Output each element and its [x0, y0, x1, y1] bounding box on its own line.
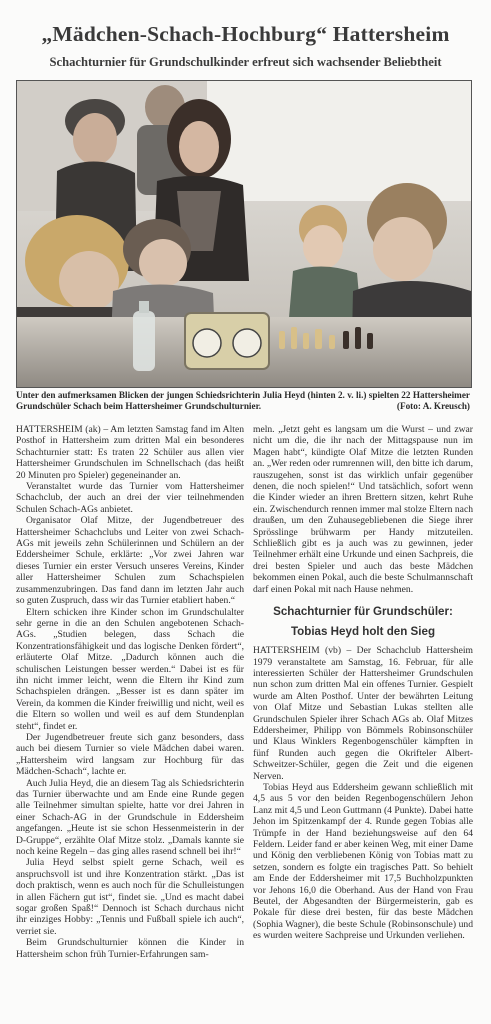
article-column-right — [253, 424, 473, 942]
article-paragraph: Auch Julia Heyd, die an diesem Tag als Schiedsrichterin das Turnier überwachte und am Ende eine Runde gegen alle Teilnehmer simultan spielte, hatte vor drei Jahren in einer Schach-AG in der Grundschule in Eddersheim angefangen. „Heute ist sie schon Hessenmeisterin in der D-Gruppe“, erzählte Olaf Mitze stolz. „Damals kannte sie noch keine Regeln – das ging alles rasend schnell bei ihr!“ — [16, 777, 244, 858]
article-paragraph: Der Jugendbetreuer freute sich ganz besonders, dass auch bei diesem Turnier so viele Mädchen dabei waren. „Hattersheim wird langsam zur Hochburg für das Mädchen-Schach“, lachte er. — [16, 731, 244, 778]
article-photo — [16, 80, 472, 388]
article-paragraph: Veranstaltet wurde das Turnier vom Hattersheimer Schachclub, der auch an drei der vier teilnehmenden Schulen Schach-AGs anbietet. — [16, 481, 244, 515]
article-paragraph: Julia Heyd selbst spielt gerne Schach, weil es anspruchsvoll ist und ihre Konzentration stärkt. „Das ist doch praktisch, wenn es auch noch für die Schulleistungen in allen Fächern gut ist“, findet sie. „Und es macht dabei sogar großen Spaß!“ Dennoch ist Schach durchaus nicht ihr einziges Hobby: „Tennis und Fußball spiele ich auch“, verriet sie. — [16, 857, 244, 937]
article-paragraph: meln. „Jetzt geht es langsam um die Wurst – und zwar nicht um die, die ihr nach der Mittagspause nun im Magen habt“, kündigte Olaf Mitze die letzten Runden an. „Wer reden oder rumrennen will, den bitte ich darum, rauszugehen, sonst ist das wirklich unfair gegenüber denen, die noch spielen!“ Und tatsächlich, sofort wenn die Kinder wieder an ihren Brettern sitzen, kehrt Ruhe ein. Zwischendurch rennen immer mal stolze Eltern nach draußen, um den Zuhausegebliebenen die Siege ihrer Sprösslinge brühwarm per Handy mitzuteilen. Schließlich gibt es ja auch was zu gewinnen, jeder Teilnehmer erhält eine Urkunde und einen Sachpreis, die drei besten Spieler und auch das beste Mädchen bekommen einen Pokal, auch die beste Schulmannschaft darf einen Pokal mit nach Hause nehmen. — [253, 424, 473, 595]
report-paragraph: HATTERSHEIM (vb) – Der Schachclub Hattersheim 1979 veranstaltete am Samstag, 16. Februar, für alle interessierten Schüler der Hattersheimer Grundschulen nun schon zum dritten Mal ein offenes Turnier. Gespielt wurde am Alten Posthof. Unter der bewährten Leitung von Olaf Mitze und Sebastian Lukas stellten alle Grundschulen Spieler ihrer Schach AGs ab. Olaf Mitzes Eddersheimer, Philipp von Bömmels Robinsonschüler und Klaus Winklers Regenbogenschüler kämpften in fünf Runden auch gegen die Okrifteler Albert-Schweitzer-Schüler, gegen die Zeit und die eigenen Nerven. — [253, 645, 473, 782]
photo-children-playing-chess — [17, 81, 471, 387]
article-paragraph: Beim Grundschulturnier können die Kinder in Hattersheim schon früh Turnier-Erfahrungen sam- — [16, 937, 244, 960]
photo-caption — [16, 390, 470, 412]
article-column-left — [16, 424, 244, 960]
sidebar-subtitle: Tobias Heyd holt den Sieg — [290, 625, 436, 639]
article-paragraph: Organisator Olaf Mitze, der Jugendbetreuer des Hattersheimer Schachclubs und Leiter von zwei Schach-AGs mit jeweils zehn Schülerinnen und Schülern an der Eddersheimer Schule, erklärte: „Vor zwei Jahren war dieses Turnier ein erster Versuch unseres Vereins, Kinder aller Hattersheimer Schulen zum Schachspielen zusammenzubringen. Das fand dann im letzten Jahr auch so guten Zuspruch, dass wir das Turnier etabliert haben.“ — [16, 515, 244, 607]
report-paragraph: Tobias Heyd aus Eddersheim gewann schließlich mit 4,5 aus 5 vor den beiden Regenbogenschülern Jehon Lanz mit 4,5 und Leon Guttmann (4 Punkte). Dabei hatte Jehon im Spitzenkampf der 4. Runde gegen Tobias alle Trümpfe in der Hand beziehungsweise auf den 64 Feldern. Leider fand er aber keinen Weg, mit einer Dame und König den verbliebenen König von Tobias matt zu setzen, sondern es folgte ein tragisches Patt. So behielt am Ende der Eddersheimer mit 17,5 Buchholzpunkten vor Jehons 16,0 die Oberhand. Aus der Hand von Frau Beutel, der Abgesandten der Bürgermeisterin, gab es Pokale für diese drei besten, für das beste Mädchen (Sophia Wagner), die beste Schule (Robinsonschule) und es wurden weitere Sachpreise und Urkunden verliehen. — [253, 781, 473, 942]
article-paragraph: Eltern schicken ihre Kinder schon im Grundschulalter sehr gerne in die an den Schulen angebotenen Schach-AGs. „Studien belegen, dass Schach die Konzentrationsfähigkeit und das logische Denken fördert“, erläuterte Olaf Mitze. „Dadurch können auch die schulischen Leistungen besser werden.“ Dabei ist es für ihn nicht immer leicht, wenn die Eltern ihr Kind zum Schachspielen drängen. „Besser ist es dann später im Verein, da kommen die Kinder freiwillig und nicht, weil es die Eltern so wollen und weil es auf dem Stundenplan steht“, findet er. — [16, 606, 244, 732]
sidebar-title: Schachturnier für Grundschüler: — [273, 605, 453, 619]
page-bottom-margin — [0, 1020, 491, 1024]
photo-credit: (Foto: A. Kreusch) — [396, 401, 470, 411]
article-paragraph: HATTERSHEIM (ak) – Am letzten Samstag fand im Alten Posthof in Hattersheim zum dritten Mal ein besonderes Schachturnier statt: Es traten 22 Schüler aus allen vier Hattersheimer Grundschulen im Schnellschach (das heißt 20 Minuten pro Spieler) gegeneinander an. — [16, 424, 244, 481]
article-subheadline: Schachturnier für Grundschulkinder erfreut sich wachsender Beliebtheit — [49, 55, 442, 69]
article-headline: „Mädchen-Schach-Hochburg“ Hattersheim — [41, 22, 450, 46]
caption-text: Unter den aufmerksamen Blicken der jungen Schiedsrichterin Julia Heyd (hinten 2. v. li.) spielten 22 Hattersheimer Grundschüler Schach beim Hattersheimer Grundschulturnier. — [16, 390, 470, 411]
